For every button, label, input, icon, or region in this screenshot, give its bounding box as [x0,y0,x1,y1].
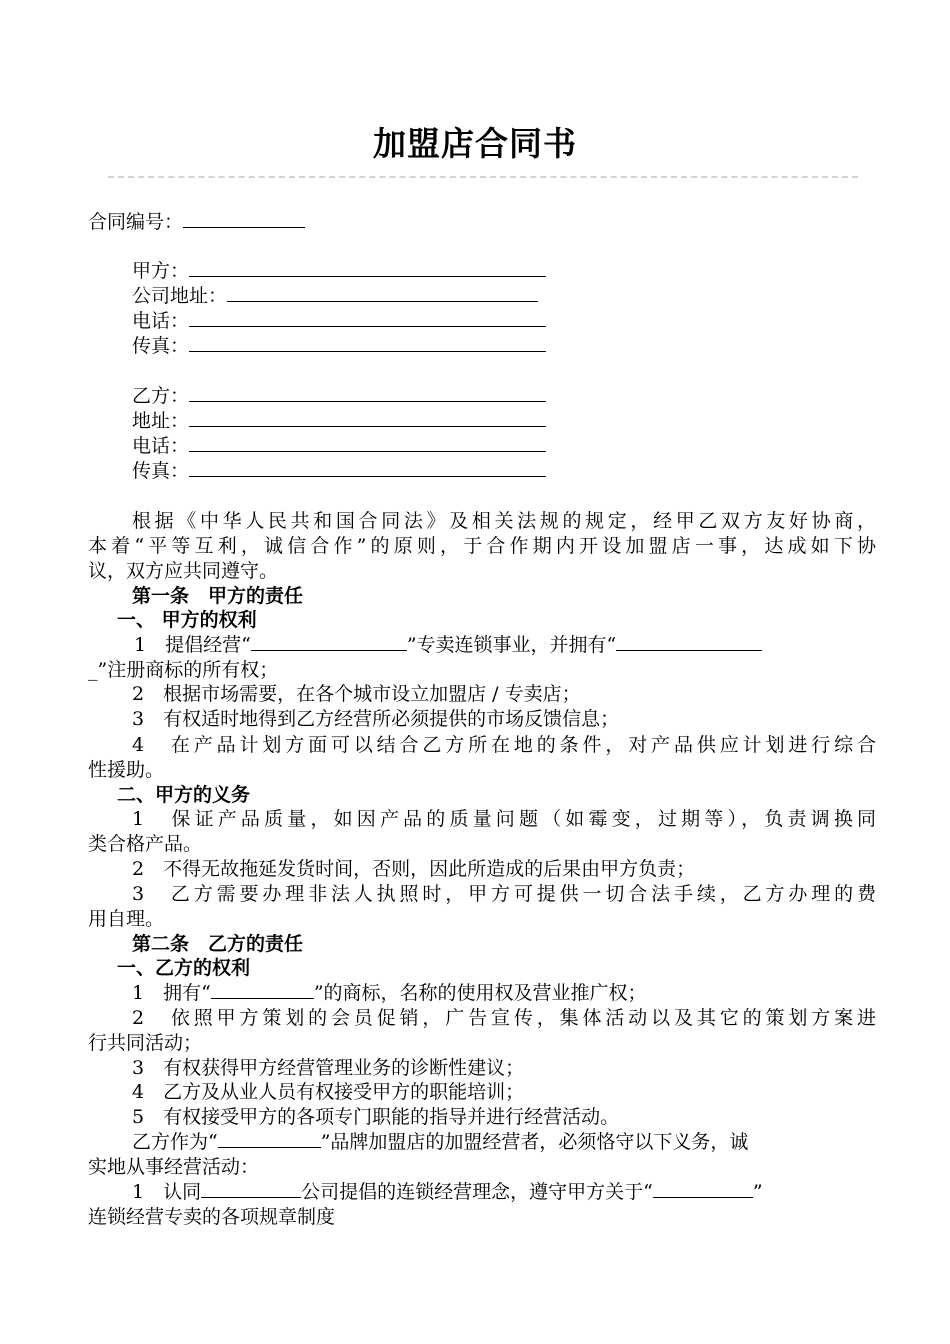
a1-right-4-line-1: 4 在产品计划方面可以结合乙方所在地的条件，对产品供应计划进行综合 [132,734,876,756]
contract-no-line [88,210,878,234]
a2-obligation-1-blank-1[interactable] [201,1180,301,1198]
a1-duty-3-line-1: 3 乙方需要办理非法人执照时，甲方可提供一切合法手续，乙方办理的费 [132,883,876,905]
party-a-address-line [132,284,922,308]
a2-right-3: 3 有权获得甲方经营管理业务的诊断性建议； [132,1057,525,1079]
a2-obligation-1-text-c: ” [752,1181,763,1203]
a1-right-1-blank-2[interactable] [616,633,762,651]
party-a-phone-blank[interactable] [189,309,546,327]
a1-duty-1-line-2: 类合格产品。 [88,833,203,855]
article-1-duties-heading: 二、甲方的义务 [117,784,251,806]
party-b-phone-blank[interactable] [189,434,546,452]
party-a-phone-label: 电话： [132,310,190,332]
party-b-name-blank[interactable] [189,384,546,402]
a1-duty-1-line-1: 1 保证产品质量，如因产品的质量问题（如霉变，过期等），负责调换同 [132,808,876,830]
party-a-name-label: 甲方： [132,260,190,282]
a1-right-1-line [134,633,924,657]
a2-obligation-text-b: ”品牌加盟店的加盟经营者，必须恪守以下义务，诚 [320,1131,749,1153]
article-2-rights-heading: 一、乙方的权利 [117,957,251,979]
party-b-name-line [132,384,922,408]
a2-obligation-blank[interactable] [218,1130,321,1148]
intro-line-2: 本着“平等互利，诚信合作”的原则，于合作期内开设加盟店一事，达成如下协 [88,535,876,557]
a1-right-4-line-2: 性援助。 [88,759,165,781]
a2-obligation-1-cont: 连锁经营专卖的各项规章制度 [88,1206,336,1228]
a2-right-1-blank[interactable] [211,981,314,999]
a1-right-2: 2 根据市场需要，在各个城市设立加盟店 / 专卖店； [132,683,581,705]
contract-no-label: 合同编号： [88,211,184,233]
a2-obligation-intro-line-1 [132,1130,876,1154]
article-1-heading: 第一条 甲方的责任 [132,585,304,607]
party-b-name-label: 乙方： [132,385,190,407]
article-1-rights-heading: 一、 甲方的权利 [117,609,257,631]
document-title: 加盟店合同书 [373,124,577,163]
a2-obligation-intro-line-2: 实地从事经营活动： [88,1156,260,1178]
party-a-address-label: 公司地址： [132,285,228,307]
party-a-phone-line [132,309,922,333]
a2-right-1-text-b: ”的商标，名称的使用权及营业推广权； [313,982,647,1004]
article-2-heading: 第二条 乙方的责任 [132,933,304,955]
a2-obligation-1-blank-2[interactable] [653,1180,753,1198]
intro-line-3: 议，双方应共同遵守。 [88,560,279,582]
a2-right-2-line-1: 2 依照甲方策划的会员促销，广告宣传，集体活动以及其它的策划方案进 [132,1007,876,1029]
a1-right-1-text-a: 1 提倡经营“ [134,634,251,656]
a2-obligation-text-a: 乙方作为“ [132,1131,218,1153]
party-b-address-label: 地址： [132,410,190,432]
party-a-fax-line [132,334,922,358]
party-b-fax-line [132,459,922,483]
a2-right-5: 5 有权接受甲方的各项专门职能的指导并进行经营活动。 [132,1106,620,1128]
a2-right-2-line-2: 行共同活动； [88,1032,203,1054]
party-a-fax-blank[interactable] [189,334,546,352]
a2-right-1-line [132,981,922,1005]
a2-right-4: 4 乙方及从业人员有权接受甲方的职能培训； [132,1081,525,1103]
a2-right-1-text-a: 1 拥有“ [132,982,211,1004]
party-b-phone-line [132,434,922,458]
a1-right-1-cont: _”注册商标的所有权； [88,659,279,681]
intro-line-1: 根据《中华人民共和国合同法》及相关法规的规定，经甲乙双方友好协商， [132,510,876,532]
party-a-name-line [132,259,922,283]
a1-duty-3-line-2: 用自理。 [88,908,165,930]
party-a-name-blank[interactable] [189,259,546,277]
party-b-phone-label: 电话： [132,435,190,457]
a1-right-1-text-b: ”专卖连锁事业，并拥有“ [406,634,617,656]
a1-right-3: 3 有权适时地得到乙方经营所必须提供的市场反馈信息； [132,708,620,730]
a2-obligation-1-text-b: 公司提倡的连锁经营理念，遵守甲方关于“ [301,1181,653,1203]
a1-right-1-blank-1[interactable] [251,633,407,651]
party-b-address-line [132,409,922,433]
party-b-address-blank[interactable] [189,409,546,427]
contract-no-blank[interactable] [183,210,305,228]
party-b-fax-label: 传真： [132,460,190,482]
party-a-address-blank[interactable] [227,284,538,302]
party-b-fax-blank[interactable] [189,459,546,477]
a2-obligation-1-line [132,1180,922,1204]
party-a-fax-label: 传真： [132,335,190,357]
a2-obligation-1-text-a: 1 认同 [132,1181,202,1203]
a1-duty-2: 2 不得无故拖延发货时间，否则，因此所造成的后果由甲方负责； [132,858,696,880]
title-divider [108,176,858,178]
